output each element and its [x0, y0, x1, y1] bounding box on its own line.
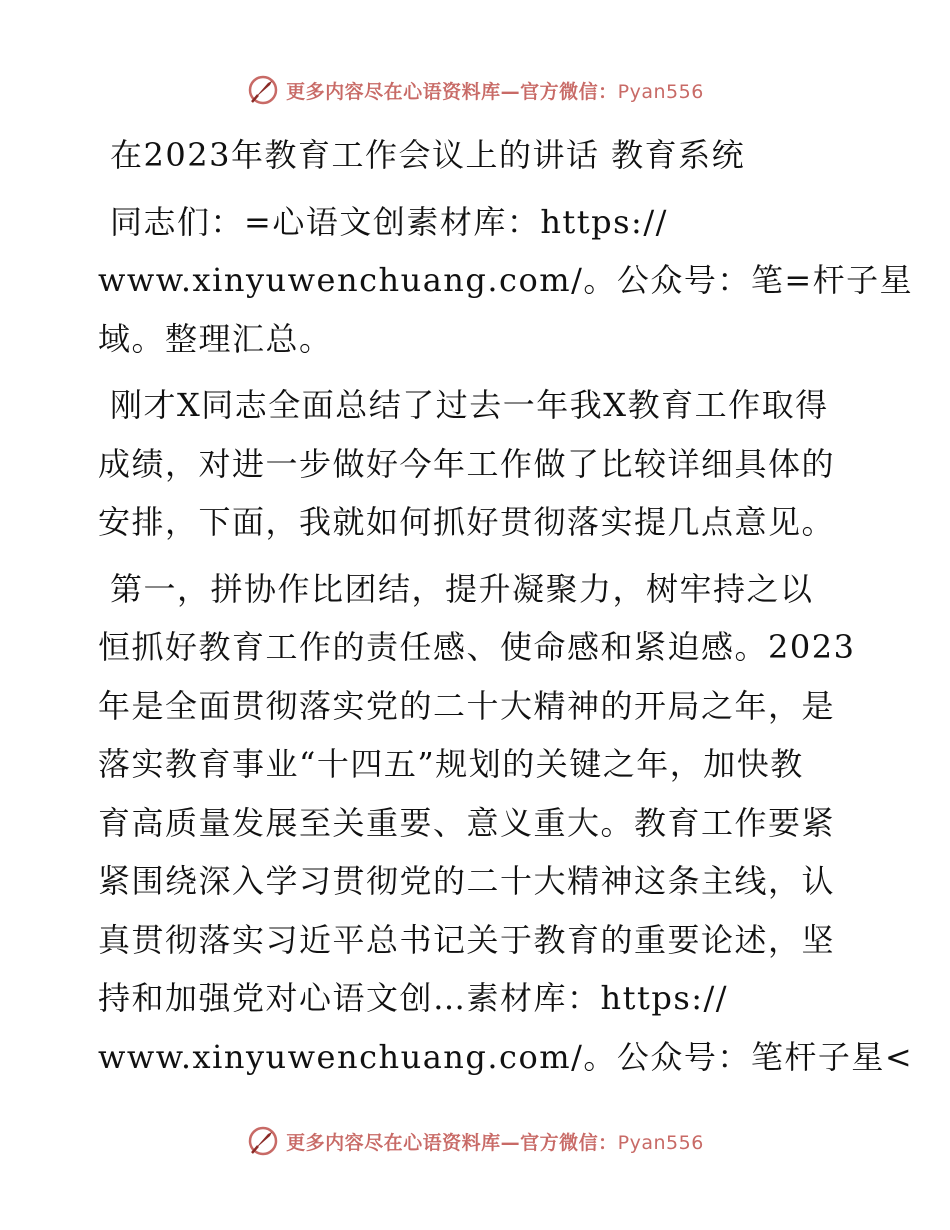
watermark-wechat-id: Pyan556	[617, 1131, 704, 1154]
paragraph-line: 真贯彻落实习近平总书记关于教育的重要论述，坚	[98, 920, 836, 959]
paragraph-line: 同志们：=心语文创素材库：https://	[110, 202, 668, 241]
header-watermark	[0, 72, 950, 108]
paragraph-line: 安排，下面，我就如何抓好贯彻落实提几点意见。	[98, 503, 836, 541]
paragraph-line: 恒抓好教育工作的责任感、使命感和紧迫感。2023	[98, 628, 856, 666]
paragraph-line: 域。整理汇总。	[98, 319, 333, 358]
paragraph-3	[98, 560, 914, 1087]
paragraph-line: 紧围绕深入学习贯彻党的二十大精神这条主线，认	[98, 862, 836, 900]
document-body	[98, 126, 914, 1094]
watermark-text: 更多内容尽在心语资料库—官方微信：	[286, 1131, 618, 1154]
paragraph-line: 育高质量发展至关重要、意义重大。教育工作要紧	[98, 803, 836, 842]
paragraph-line: 刚才X同志全面总结了过去一年我X教育工作取得	[110, 386, 829, 424]
paragraph-2	[98, 376, 858, 552]
document-title: 在2023年教育工作会议上的讲话 教育系统	[110, 136, 746, 174]
paragraph-line: 落实教育事业“十四五”规划的关键之年，加快教	[98, 745, 804, 783]
paragraph-line: www.xinyuwenchuang.com/。公众号：笔杆子星<	[98, 1037, 914, 1076]
feather-pen-logo-icon	[246, 73, 280, 107]
paragraph-1	[98, 193, 914, 369]
paragraph-line: 持和加强党对心语文创…素材库：https://	[98, 979, 729, 1017]
paragraph-line: 成绩，对进一步做好今年工作做了比较详细具体的	[98, 444, 836, 483]
feather-pen-logo-icon	[246, 1124, 280, 1158]
paragraph-line: 年是全面贯彻落实党的二十大精神的开局之年，是	[98, 686, 836, 725]
watermark-text: 更多内容尽在心语资料库—官方微信：	[286, 80, 618, 103]
watermark-wechat-id: Pyan556	[617, 80, 704, 103]
paragraph-line: www.xinyuwenchuang.com/。公众号：笔=杆子星	[98, 261, 914, 299]
paragraph-line: 第一，拼协作比团结，提升凝聚力，树牢持之以	[110, 569, 814, 608]
footer-watermark	[0, 1123, 950, 1159]
